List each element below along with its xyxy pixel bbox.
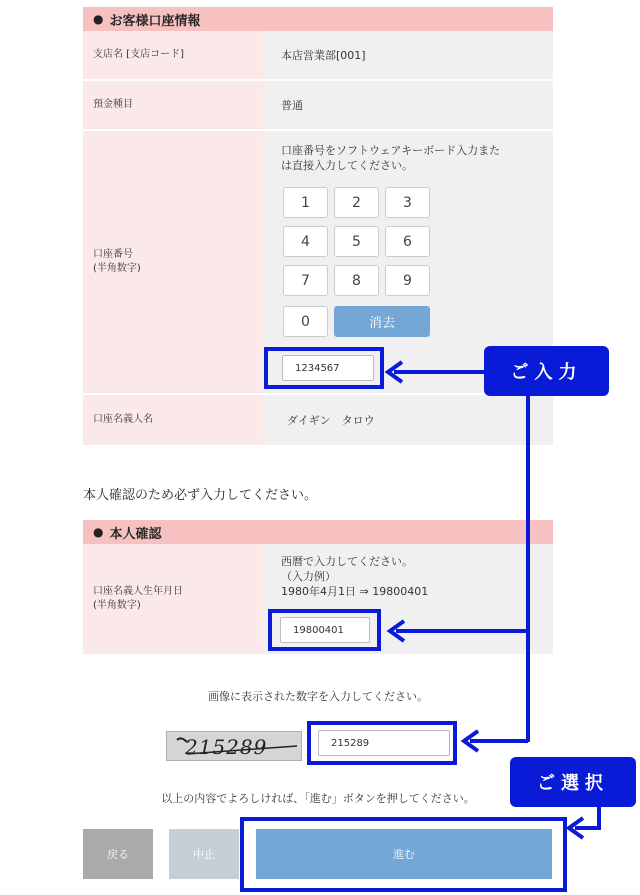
keypad-key-9[interactable]: 9	[385, 265, 430, 296]
branch-value: 本店営業部[001]	[263, 31, 553, 79]
account-number-label-line1: 口座番号	[93, 249, 133, 260]
keypad-key-4[interactable]: 4	[283, 226, 328, 257]
birthdate-label-line1: 口座名義人生年月日	[93, 586, 183, 597]
connector-line	[394, 370, 485, 374]
captcha-input[interactable]: 215289	[318, 730, 450, 756]
account-section-header	[83, 7, 553, 31]
captcha-image-text: 215289	[185, 735, 268, 759]
back-button[interactable]: 戻る	[83, 829, 153, 879]
keypad-key-0[interactable]: 0	[283, 306, 328, 337]
holder-value: ダイギン タロウ	[263, 395, 553, 445]
keypad-key-1[interactable]: 1	[283, 187, 328, 218]
keypad-key-6[interactable]: 6	[385, 226, 430, 257]
birthdate-instruction-line1: 西暦で入力してください。	[281, 555, 413, 568]
account-section-title: お客様口座情報	[109, 13, 201, 29]
keypad-key-5[interactable]: 5	[334, 226, 379, 257]
captcha-instruction: 画像に表示された数字を入力してください。	[208, 690, 428, 703]
connector-line	[526, 396, 530, 742]
stop-button[interactable]: 中止	[169, 829, 239, 879]
account-number-input[interactable]: 1234567	[282, 355, 374, 381]
holder-label: 口座名義人名	[83, 395, 263, 445]
birthdate-instruction-line2: （入力例）	[281, 570, 336, 583]
arrow-left-icon	[382, 360, 406, 384]
instruction-line2: は直接入力してください。	[281, 159, 413, 172]
arrow-left-icon	[384, 619, 408, 643]
instruction-line1: 口座番号をソフトウェアキーボード入力また	[281, 144, 501, 157]
deposit-type-value: 普通	[263, 81, 553, 129]
captcha-image	[166, 731, 302, 761]
keypad-key-2[interactable]: 2	[334, 187, 379, 218]
keypad-key-8[interactable]: 8	[334, 265, 379, 296]
bullet-icon: ●	[93, 12, 104, 26]
branch-label: 支店名 [支店コード]	[83, 31, 263, 79]
keypad-key-3[interactable]: 3	[385, 187, 430, 218]
identity-note: 本人確認のため必ず入力してください。	[83, 488, 318, 503]
account-number-label-line2: (半角数字)	[93, 263, 141, 274]
identity-section-header	[83, 520, 553, 544]
birthdate-instruction	[281, 554, 541, 599]
confirm-note: 以上の内容でよろしければ、「進む」ボタンを押してください。	[161, 792, 475, 805]
keypad-key-7[interactable]: 7	[283, 265, 328, 296]
birthdate-input[interactable]: 19800401	[280, 617, 370, 643]
arrow-left-icon	[563, 816, 587, 840]
input-annotation-badge: ご入力	[484, 346, 609, 396]
deposit-type-label: 預金種目	[83, 81, 263, 129]
next-button[interactable]: 進む	[256, 829, 552, 879]
birthdate-instruction-line3: 1980年4月1日 ⇒ 19800401	[281, 585, 429, 598]
connector-line	[396, 629, 528, 633]
birthdate-label-line2: (半角数字)	[93, 600, 141, 611]
select-annotation-badge: ご選択	[510, 757, 636, 807]
arrow-left-icon	[458, 729, 482, 753]
keypad-clear-button[interactable]: 消去	[334, 306, 430, 337]
account-number-label	[83, 131, 263, 393]
account-number-instruction	[281, 143, 541, 173]
identity-section-title: 本人確認	[109, 526, 162, 542]
bullet-icon: ●	[93, 525, 104, 539]
birthdate-label	[83, 544, 263, 654]
